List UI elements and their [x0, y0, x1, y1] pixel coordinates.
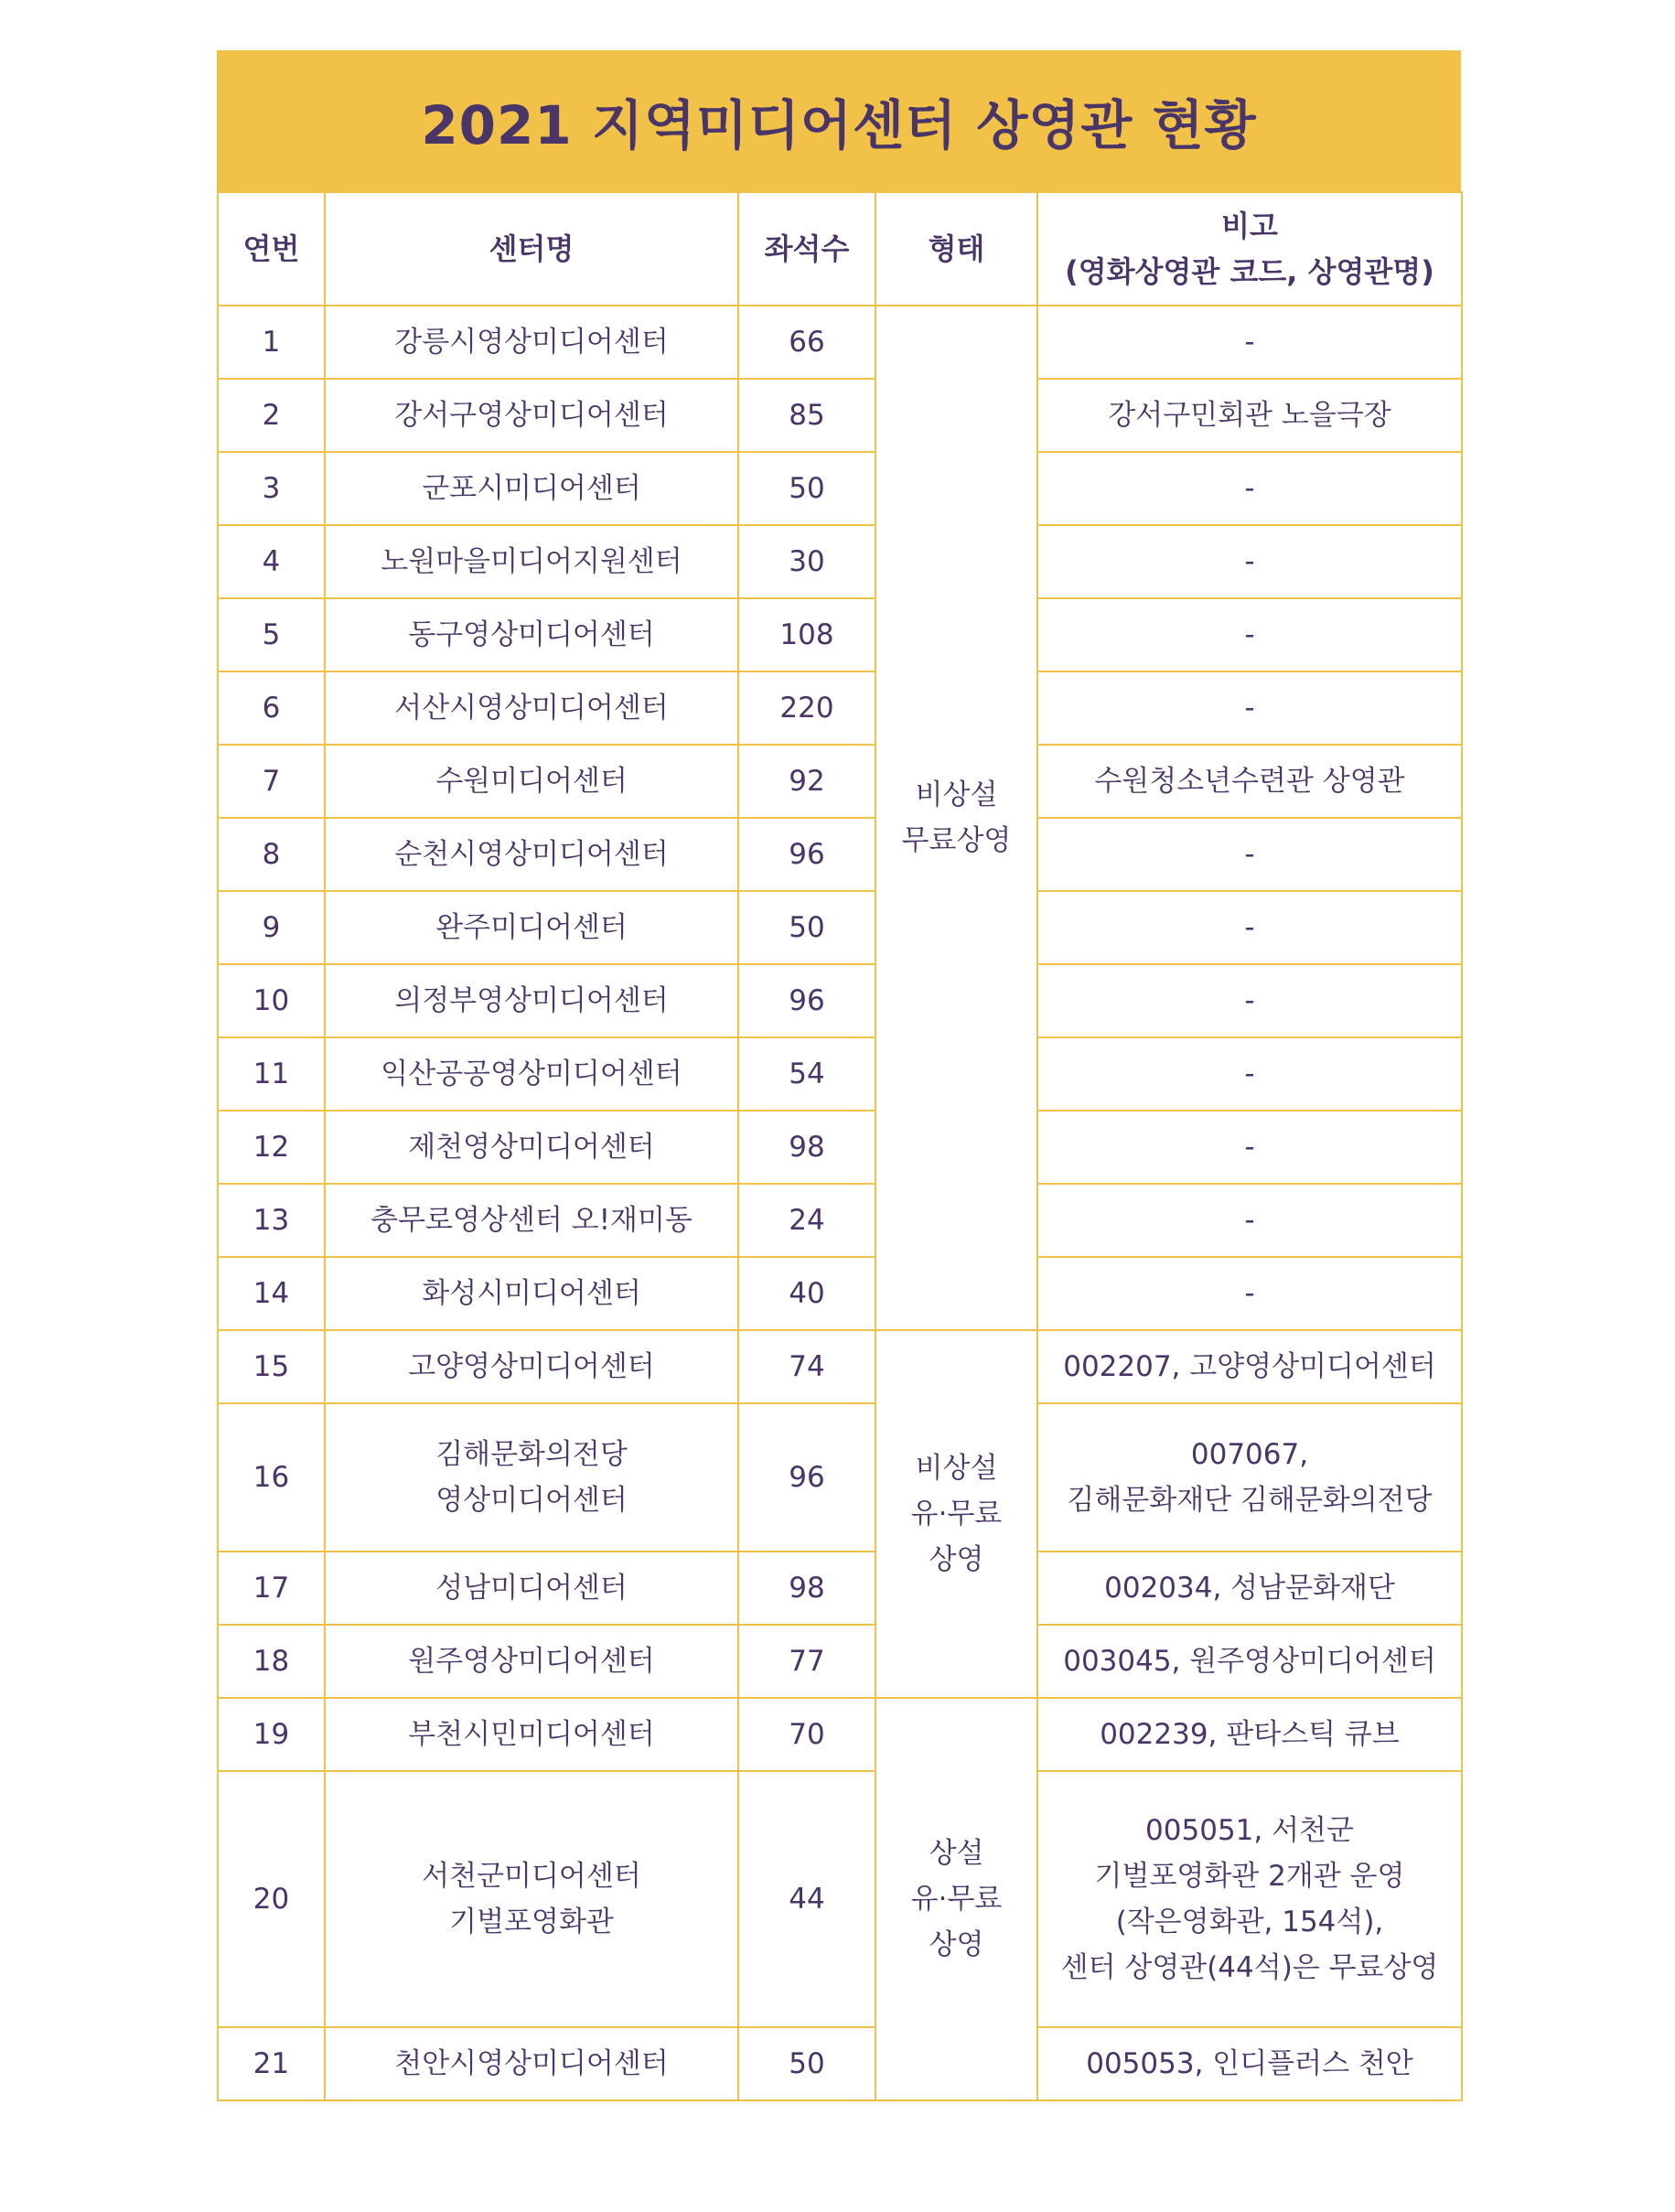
cell-note: -	[1037, 525, 1462, 598]
cell-center: 익산공공영상미디어센터	[325, 1037, 738, 1111]
table-row	[218, 306, 1462, 379]
header-type: 형태	[875, 192, 1037, 306]
cell-center-line2: 영상미디어센터	[435, 1484, 628, 1517]
document	[217, 50, 1461, 2101]
header-center: 센터명	[325, 192, 738, 306]
cell-no: 10	[218, 964, 325, 1037]
table-row	[218, 964, 1462, 1037]
cell-type-group3	[875, 1698, 1037, 2100]
cell-center-line1: 김해문화의전당	[435, 1438, 628, 1471]
cell-seats: 74	[738, 1330, 875, 1403]
cell-center: 천안시영상미디어센터	[325, 2027, 738, 2100]
type-group3-line2: 유·무료	[910, 1883, 1003, 1916]
cell-seats: 40	[738, 1257, 875, 1330]
table-row	[218, 1771, 1462, 2027]
cell-center: 성남미디어센터	[325, 1552, 738, 1625]
cell-seats: 44	[738, 1771, 875, 2027]
table-row	[218, 671, 1462, 745]
cell-center: 화성시미디어센터	[325, 1257, 738, 1330]
cell-note: -	[1037, 1037, 1462, 1111]
cell-note: -	[1037, 452, 1462, 525]
header-note-line1: 비고	[1221, 209, 1278, 243]
table-row	[218, 1403, 1462, 1552]
table-row	[218, 1257, 1462, 1330]
table-row	[218, 1037, 1462, 1111]
cell-seats: 70	[738, 1698, 875, 1771]
type-group2-line3: 상영	[929, 1543, 984, 1576]
cell-no: 2	[218, 379, 325, 452]
cell-no: 20	[218, 1771, 325, 2027]
cell-note: 002239, 판타스틱 큐브	[1037, 1698, 1462, 1771]
cell-note: -	[1037, 671, 1462, 745]
table-row	[218, 818, 1462, 891]
cell-center: 원주영상미디어센터	[325, 1625, 738, 1698]
cell-no: 19	[218, 1698, 325, 1771]
header-note	[1037, 192, 1462, 306]
cell-no: 15	[218, 1330, 325, 1403]
cell-center: 동구영상미디어센터	[325, 598, 738, 671]
cell-center: 수원미디어센터	[325, 745, 738, 818]
cell-note: -	[1037, 964, 1462, 1037]
cell-seats: 30	[738, 525, 875, 598]
cell-center: 충무로영상센터 오!재미동	[325, 1184, 738, 1257]
type-group3-line3: 상영	[929, 1928, 984, 1961]
cell-note-line3: (작은영화관, 154석),	[1115, 1906, 1384, 1938]
cell-center: 부천시민미디어센터	[325, 1698, 738, 1771]
cell-no: 9	[218, 891, 325, 964]
type-group1-line1: 비상설	[915, 778, 998, 811]
cell-seats: 85	[738, 379, 875, 452]
cell-note: -	[1037, 891, 1462, 964]
table-row	[218, 1698, 1462, 1771]
table-row	[218, 1111, 1462, 1184]
cell-seats: 96	[738, 964, 875, 1037]
cell-note-line4: 센터 상영관(44석)은 무료상영	[1060, 1951, 1439, 1984]
cell-no: 16	[218, 1403, 325, 1552]
cell-note-line1: 007067,	[1190, 1438, 1309, 1471]
cell-note	[1037, 1771, 1462, 2027]
table-row	[218, 1184, 1462, 1257]
cell-no: 8	[218, 818, 325, 891]
cell-center: 순천시영상미디어센터	[325, 818, 738, 891]
cell-note: -	[1037, 1111, 1462, 1184]
cell-no: 21	[218, 2027, 325, 2100]
cell-center: 의정부영상미디어센터	[325, 964, 738, 1037]
table-row	[218, 598, 1462, 671]
cell-seats: 50	[738, 452, 875, 525]
cell-seats: 96	[738, 1403, 875, 1552]
cell-seats: 77	[738, 1625, 875, 1698]
cell-center: 제천영상미디어센터	[325, 1111, 738, 1184]
cell-center: 서산시영상미디어센터	[325, 671, 738, 745]
cell-seats: 54	[738, 1037, 875, 1111]
table-row	[218, 2027, 1462, 2100]
table-row	[218, 379, 1462, 452]
cell-note: -	[1037, 818, 1462, 891]
cell-seats: 92	[738, 745, 875, 818]
cell-center: 강릉시영상미디어센터	[325, 306, 738, 379]
type-group2-line1: 비상설	[915, 1452, 998, 1485]
cell-no: 14	[218, 1257, 325, 1330]
cell-seats: 98	[738, 1552, 875, 1625]
cell-no: 18	[218, 1625, 325, 1698]
cell-center: 고양영상미디어센터	[325, 1330, 738, 1403]
cell-note	[1037, 1403, 1462, 1552]
type-group2-line2: 유·무료	[910, 1498, 1003, 1530]
header-note-line2: (영화상영관 코드, 상영관명)	[1065, 254, 1434, 289]
cell-no: 13	[218, 1184, 325, 1257]
title-bar	[217, 50, 1461, 191]
cell-seats: 66	[738, 306, 875, 379]
page-title: 2021 지역미디어센터 상영관 현황	[421, 94, 1257, 156]
cell-center-line1: 서천군미디어센터	[422, 1860, 641, 1893]
cell-seats: 108	[738, 598, 875, 671]
cell-note: 002034, 성남문화재단	[1037, 1552, 1462, 1625]
cell-seats: 50	[738, 2027, 875, 2100]
cell-center	[325, 1403, 738, 1552]
table-row	[218, 452, 1462, 525]
cell-note: -	[1037, 598, 1462, 671]
cell-note: 005053, 인디플러스 천안	[1037, 2027, 1462, 2100]
cell-no: 3	[218, 452, 325, 525]
cell-note: 수원청소년수련관 상영관	[1037, 745, 1462, 818]
table-row	[218, 525, 1462, 598]
cell-note-line1: 005051, 서천군	[1145, 1814, 1354, 1847]
table-row	[218, 1552, 1462, 1625]
cell-seats: 24	[738, 1184, 875, 1257]
cell-center	[325, 1771, 738, 2027]
type-group3-line1: 상설	[929, 1837, 984, 1870]
header-seats: 좌석수	[738, 192, 875, 306]
cell-no: 7	[218, 745, 325, 818]
cell-note: -	[1037, 1257, 1462, 1330]
cell-note: 003045, 원주영상미디어센터	[1037, 1625, 1462, 1698]
cell-note: -	[1037, 1184, 1462, 1257]
table-row	[218, 745, 1462, 818]
cell-note: 002207, 고양영상미디어센터	[1037, 1330, 1462, 1403]
cell-no: 5	[218, 598, 325, 671]
cell-note: 강서구민회관 노을극장	[1037, 379, 1462, 452]
type-group1-line2: 무료상영	[901, 824, 1012, 857]
cell-type-group2	[875, 1330, 1037, 1698]
screening-table	[217, 191, 1463, 2101]
table-row	[218, 891, 1462, 964]
table-header	[218, 192, 1462, 306]
cell-note: -	[1037, 306, 1462, 379]
cell-seats: 98	[738, 1111, 875, 1184]
cell-center: 강서구영상미디어센터	[325, 379, 738, 452]
cell-center-line2: 기벌포영화관	[449, 1906, 614, 1938]
cell-center: 노원마을미디어지원센터	[325, 525, 738, 598]
cell-seats: 96	[738, 818, 875, 891]
cell-seats: 50	[738, 891, 875, 964]
cell-center: 군포시미디어센터	[325, 452, 738, 525]
cell-center: 완주미디어센터	[325, 891, 738, 964]
cell-no: 11	[218, 1037, 325, 1111]
cell-note-line2: 김해문화재단 김해문화의전당	[1067, 1484, 1433, 1517]
table-row	[218, 1625, 1462, 1698]
cell-seats: 220	[738, 671, 875, 745]
cell-no: 6	[218, 671, 325, 745]
cell-type-group1	[875, 306, 1037, 1330]
cell-no: 17	[218, 1552, 325, 1625]
table-row	[218, 1330, 1462, 1403]
header-no: 연번	[218, 192, 325, 306]
cell-note-line2: 기벌포영화관 2개관 운영	[1094, 1860, 1405, 1893]
cell-no: 12	[218, 1111, 325, 1184]
cell-no: 4	[218, 525, 325, 598]
cell-no: 1	[218, 306, 325, 379]
